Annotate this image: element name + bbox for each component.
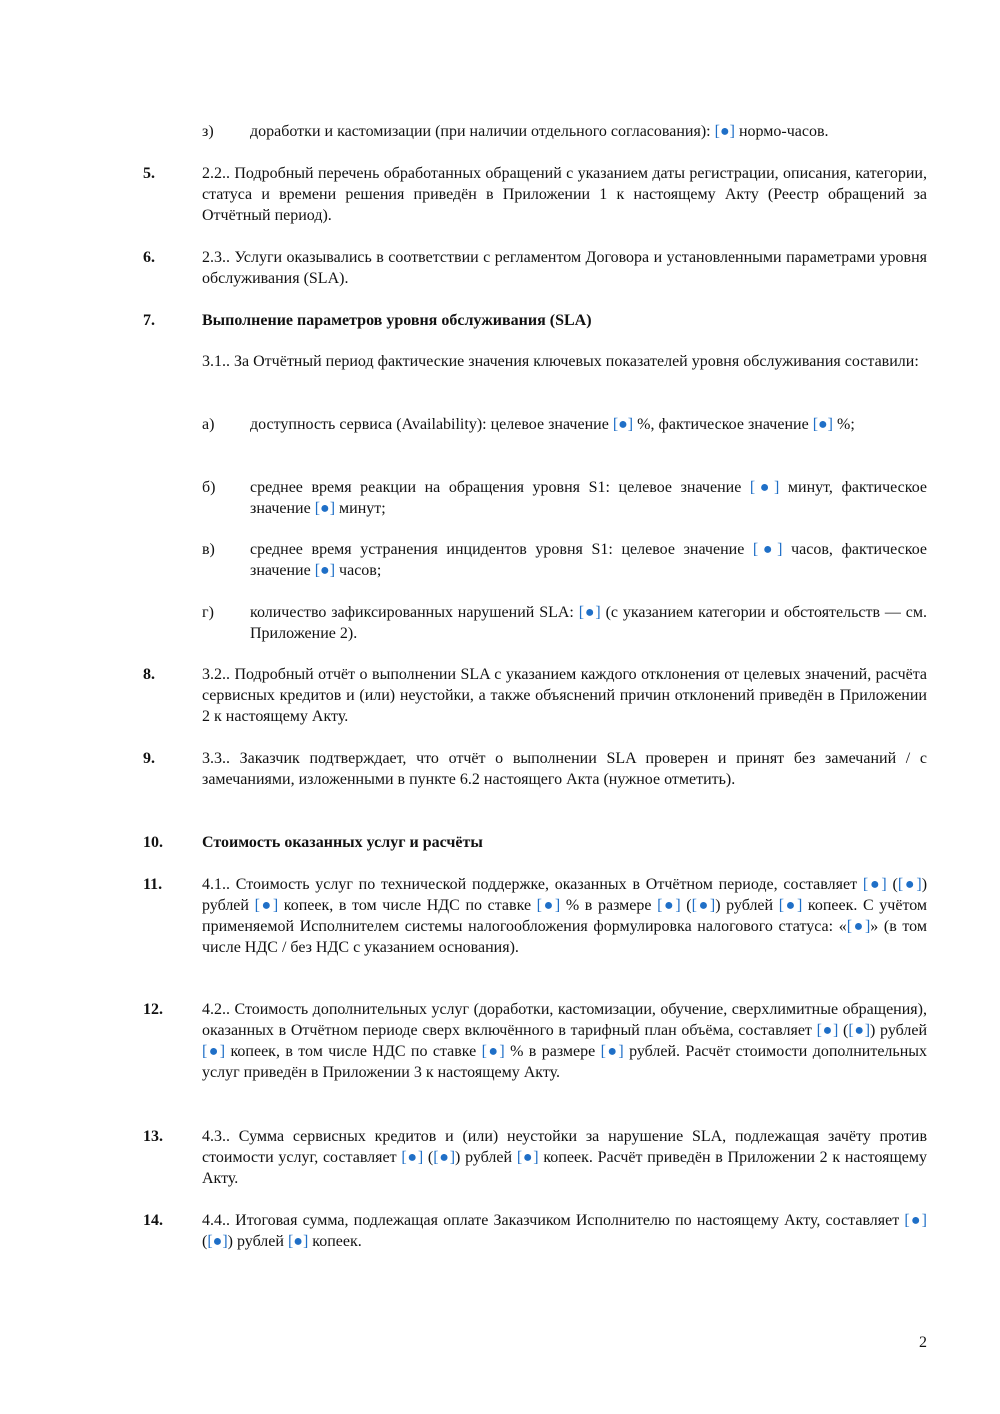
placeholder-field: [●] — [287, 1233, 309, 1250]
placeholder-field: [●] — [816, 1022, 839, 1039]
placeholder-field: [●] — [578, 604, 601, 621]
placeholder-field: [●] — [862, 876, 887, 893]
page-number: 2 — [919, 1334, 927, 1351]
placeholder-field: [●] — [752, 541, 783, 558]
clause-text: 4.2.. Стоимость дополнительных услуг (доработки, кастомизации, обучение, сверхлимитные обращения), оказанных в Отчётном периоде сверх включённого в тарифный план объёма, составляет [●] ([●]) рублей [●] копеек, в том числе НДС по ставке [●] % в размере [●] рублей. Расчёт стоимости дополнительных услуг приведён в Приложении 3 к настоящему Акту. — [202, 1001, 928, 1081]
placeholder-field: [●] — [207, 1233, 228, 1250]
placeholder-field: [●] — [516, 1149, 539, 1166]
clause-number: 5. — [143, 165, 155, 182]
placeholder-field: [●] — [612, 416, 634, 433]
clause-text: 2.2.. Подробный перечень обработанных обращений с указанием даты регистрации, описания, категории, статуса и времени решения приведён в Приложении 1 к настоящему Акту (Реестр обращений за Отчётный период). — [202, 165, 927, 224]
placeholder-field: [●] — [314, 500, 336, 517]
clause-text: 3.2.. Подробный отчёт о выполнении SLA с указанием каждого отклонения от целевых значений, расчёта сервисных кредитов и (или) неустойки, а также объяснений причин отклонений приведён в Приложении 2 к настоящему Акту. — [202, 666, 927, 725]
placeholder-field: [●] — [254, 897, 279, 914]
clause-text: 3.3.. Заказчик подтверждает, что отчёт о выполнении SLA проверен и принят без замечаний / с замечаниями, изложенными в пункте 6.2 настоящего Акта (нужное отметить). — [202, 750, 927, 788]
placeholder-field: [●] — [536, 897, 561, 914]
placeholder-field: [●] — [749, 479, 780, 496]
clause-number: 9. — [143, 750, 155, 767]
clause-text: 4.4.. Итоговая сумма, подлежащая оплате Заказчиком Исполнителю по настоящему Акту, составляет [●] ([●]) рублей [●] копеек. — [202, 1212, 927, 1250]
placeholder-field: [●] — [314, 562, 336, 579]
subitem-text: среднее время устранения инцидентов уровня S1: целевое значение [●] часов, фактическое значение [●] часов; — [250, 541, 928, 579]
placeholder-field: [●] — [691, 897, 716, 914]
placeholder-field: [●] — [202, 1043, 226, 1060]
subitem-letter: з) — [202, 123, 214, 140]
clause-text: 4.3.. Сумма сервисных кредитов и (или) неустойки за нарушение SLA, подлежащая зачёту против стоимости услуг, составляет [●] ([●]) рублей [●] копеек. Расчёт приведён в Приложении 2 к настоящему Акту. — [202, 1128, 928, 1187]
subitem-letter: в) — [202, 541, 215, 558]
placeholder-field: [●] — [481, 1043, 505, 1060]
section-title: Стоимость оказанных услуг и расчёты — [202, 834, 483, 851]
clause-text: 4.1.. Стоимость услуг по технической поддержке, оказанных в Отчётном периоде, составляет [●] ([●]) рублей [●] копеек, в том числе НДС по ставке [●] % в размере [●] ([●]) рублей [●] копеек. С учётом применяемой Исполнителем системы налогообложения формулировка налогового статуса: «[●]» (в том числе НДС / без НДС с указанием основания). — [202, 876, 928, 956]
subitem-letter: г) — [202, 604, 214, 621]
section-number: 7. — [143, 312, 155, 329]
placeholder-field: [●] — [778, 897, 803, 914]
subitem-letter: а) — [202, 416, 215, 433]
subitem-letter: б) — [202, 479, 216, 496]
clause-number: 8. — [143, 666, 155, 683]
subitem-text: доработки и кастомизации (при наличии отдельного согласования): [●] нормо-часов. — [250, 123, 829, 140]
placeholder-field: [●] — [812, 416, 834, 433]
subitem-text: доступность сервиса (Availability): целевое значение [●] %, фактическое значение [●] %; — [250, 416, 855, 433]
clause-text: 2.3.. Услуги оказывались в соответствии с регламентом Договора и установленными параметрами уровня обслуживания (SLA). — [202, 249, 927, 287]
placeholder-field: [●] — [401, 1149, 424, 1166]
placeholder-field: [●] — [904, 1212, 927, 1229]
clause-number: 12. — [143, 1001, 163, 1018]
section-number: 10. — [143, 834, 163, 851]
subitem-text: количество зафиксированных нарушений SLA: [●] (с указанием категории и обстоятельств — см. Приложение 2). — [250, 604, 927, 642]
clause-number: 6. — [143, 249, 155, 266]
placeholder-field: [●] — [897, 876, 922, 893]
clause-number: 11. — [143, 876, 163, 893]
placeholder-field: [●] — [657, 897, 681, 914]
placeholder-field: [●] — [848, 1022, 871, 1039]
clause-number: 13. — [143, 1128, 163, 1145]
placeholder-field: [●] — [846, 918, 871, 935]
clause-number: 14. — [143, 1212, 163, 1229]
placeholder-field: [●] — [714, 123, 735, 140]
clause-text: 3.1.. За Отчётный период фактические значения ключевых показателей уровня обслуживания составили: — [202, 353, 919, 370]
subitem-text: среднее время реакции на обращения уровня S1: целевое значение [●] минут, фактическое значение [●] минут; — [250, 479, 927, 517]
placeholder-field: [●] — [433, 1149, 456, 1166]
placeholder-field: [●] — [600, 1043, 624, 1060]
section-title: Выполнение параметров уровня обслуживания (SLA) — [202, 312, 592, 329]
